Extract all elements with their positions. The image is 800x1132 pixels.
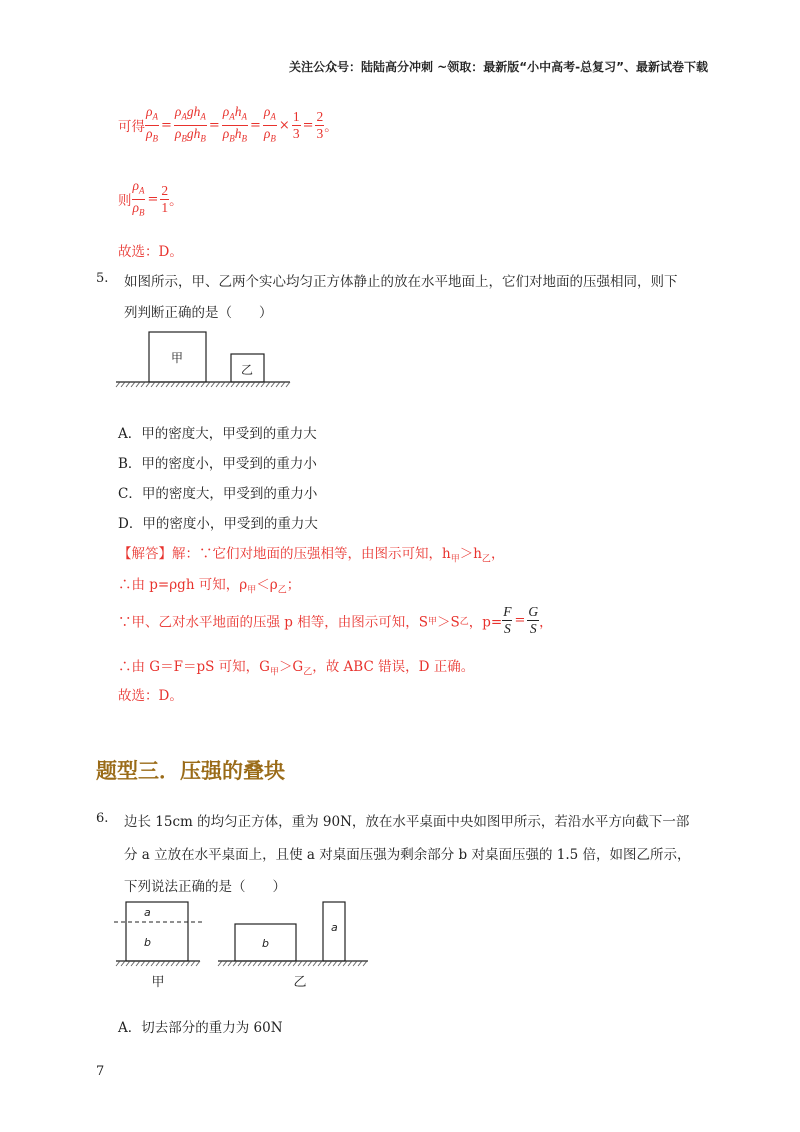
ground-hatch xyxy=(273,961,277,966)
ground-hatch xyxy=(146,382,150,387)
ground-hatch xyxy=(136,961,140,966)
q5-number: 5. xyxy=(96,271,109,286)
ground-hatch xyxy=(131,961,135,966)
ground-hatch xyxy=(218,961,222,966)
ground-hatch xyxy=(116,961,120,966)
fig-label-yi: 乙 xyxy=(293,975,307,990)
block-yi-label: 乙 xyxy=(240,363,254,377)
ground-hatch xyxy=(166,961,170,966)
q6-stem-line3: 下列说法正确的是（ ） xyxy=(124,879,286,895)
ground-hatch xyxy=(196,382,200,387)
ground-hatch xyxy=(238,961,242,966)
ground-hatch xyxy=(161,382,165,387)
ground-hatch xyxy=(228,961,232,966)
q5-solution-line4: ∴由 G＝F＝pS 可知，$G_甲>G_乙$，故 ABC 错误，D 正确。 xyxy=(118,659,475,678)
frac-rhoh: $\frac{\rho_Ah_A}{\rho_Bh_B}$ xyxy=(222,104,248,144)
ground-hatch xyxy=(363,961,367,966)
ground-hatch xyxy=(323,961,327,966)
ground-hatch xyxy=(281,382,285,387)
frac-rho-ratio: $\frac{\rho_A}{\rho_B}$ xyxy=(263,104,276,144)
ground-hatch xyxy=(146,961,150,966)
ground-hatch xyxy=(288,961,292,966)
frac-rhoA-rhoB: $\frac{\rho_A}{\rho_B}$ xyxy=(146,104,158,144)
frac-two-thirds: $\frac{2}{3}$ xyxy=(316,108,324,141)
ground-hatch xyxy=(161,961,165,966)
q5-solution-line3: ∵甲、乙对水平地面的压强 p 相等，由图示可知，S甲＞S乙，p= $\frac{F}{S}$ = $\frac{G}{S}$ ， xyxy=(118,604,553,636)
q5-stem-line1: 如图所示，甲、乙两个实心均匀正方体静止的放在水平地面上，它们对地面的压强相同，则下 xyxy=(124,274,678,290)
ground-hatch xyxy=(328,961,332,966)
prev-prefix: 可得 xyxy=(118,119,145,136)
ground-hatch xyxy=(318,961,322,966)
q6-option-a[interactable]: A．切去部分的重力为 60N xyxy=(118,1020,283,1036)
ground-hatch xyxy=(248,961,252,966)
q5-stem-line2: 列判断正确的是（ ） xyxy=(124,305,273,321)
ground-hatch xyxy=(298,961,302,966)
q6-number: 6. xyxy=(96,811,109,826)
ground-hatch xyxy=(303,961,307,966)
ground-hatch xyxy=(358,961,362,966)
ground-hatch xyxy=(353,961,357,966)
ground-hatch xyxy=(141,961,145,966)
ground-hatch xyxy=(283,961,287,966)
ground-hatch xyxy=(246,382,250,387)
prev-result-line: 则 $\frac{\rho_A}{\rho_B}$ = $\frac{2}{1}$ 。 xyxy=(118,178,183,220)
ground-hatch xyxy=(221,382,225,387)
ground-hatch xyxy=(156,382,160,387)
yi-label-a: a xyxy=(331,921,338,934)
ground-hatch xyxy=(141,382,145,387)
ground-hatch xyxy=(278,961,282,966)
ground-hatch xyxy=(293,961,297,966)
ground-hatch xyxy=(313,961,317,966)
ground-hatch xyxy=(233,961,237,966)
ground-hatch xyxy=(253,961,257,966)
page-header: 关注公众号：陆陆高分冲刺 ~领取：最新版“小中高考-总复习”、最新试卷下载 xyxy=(289,60,708,74)
ground-hatch xyxy=(166,382,170,387)
ground-hatch xyxy=(256,382,260,387)
ground-hatch xyxy=(181,961,185,966)
ground-hatch xyxy=(201,382,205,387)
ground-hatch xyxy=(263,961,267,966)
jia-label-a: a xyxy=(144,906,151,919)
q5-solution-line2: ∴由 p=ρgh 可知，$\rho_甲<\rho_乙$； xyxy=(118,577,301,596)
frac-rhogh: $\frac{\rho_Agh_A}{\rho_Bgh_B}$ xyxy=(174,104,206,144)
ground-hatch xyxy=(176,961,180,966)
frac-rho-result: $\frac{\rho_A}{\rho_B}$ xyxy=(132,178,145,218)
ground-hatch xyxy=(333,961,337,966)
ground-hatch xyxy=(266,382,270,387)
block-jia-label: 甲 xyxy=(170,351,184,365)
ground-hatch xyxy=(181,382,185,387)
ground-hatch xyxy=(348,961,352,966)
ground-hatch xyxy=(338,961,342,966)
ground-hatch xyxy=(231,382,235,387)
ground-hatch xyxy=(171,961,175,966)
jia-label-b: b xyxy=(144,936,151,949)
ground-hatch xyxy=(191,961,195,966)
ground-hatch xyxy=(176,382,180,387)
ground-hatch xyxy=(116,382,120,387)
ground-hatch xyxy=(121,382,125,387)
ground-hatch xyxy=(136,382,140,387)
ground-hatch xyxy=(258,961,262,966)
ground-hatch xyxy=(196,961,200,966)
ground-hatch xyxy=(126,382,130,387)
ground-hatch xyxy=(223,961,227,966)
frac-G-S: $\frac{G}{S}$ xyxy=(528,604,539,636)
q5-option-c[interactable]: C．甲的密度大，甲受到的重力小 xyxy=(118,486,318,502)
q5-solution-line1: 【解答】解：∵它们对地面的压强相等，由图示可知，$h_甲>h_乙$， xyxy=(118,546,505,565)
ground-hatch xyxy=(206,382,210,387)
ground-hatch xyxy=(156,961,160,966)
ground-hatch xyxy=(226,382,230,387)
ground-hatch xyxy=(186,961,190,966)
frac-one-third: $\frac{1}{3}$ xyxy=(292,108,300,141)
frac-two-one: $\frac{2}{1}$ xyxy=(161,182,169,215)
q6-figure xyxy=(110,898,374,992)
prev-answer: 故选：D。 xyxy=(118,244,183,260)
prev-equation-line: 可得 $\frac{\rho_A}{\rho_B}$ = $\frac{\rho_Agh_A}{\rho_Bgh_B}$ = $\frac{\rho_Ah_A}{\rho_Bh_B}$ = $\frac{\rho_A}{\rho_B}$ × $\frac{1}{3}$ = $\frac{2}{3}$ 。 xyxy=(118,104,338,146)
ground-hatch xyxy=(131,382,135,387)
ground-hatch xyxy=(151,382,155,387)
ground-hatch xyxy=(251,382,255,387)
fig-label-jia: 甲 xyxy=(151,975,165,990)
page-number: 7 xyxy=(96,1064,105,1079)
section-title: 题型三．压强的叠块 xyxy=(96,759,285,783)
q6-stem-line1: 边长 15cm 的均匀正方体，重为 90N，放在水平桌面中央如图甲所示，若沿水平方向截下一部 xyxy=(124,814,690,830)
frac-F-S: $\frac{F}{S}$ xyxy=(503,604,512,636)
ground-hatch xyxy=(171,382,175,387)
ground-hatch xyxy=(211,382,215,387)
ground-hatch xyxy=(271,382,275,387)
cube-jia xyxy=(126,902,188,961)
q5-figure xyxy=(112,324,296,394)
ground-hatch xyxy=(343,961,347,966)
q5-answer: 故选：D。 xyxy=(118,688,183,704)
ground-hatch xyxy=(121,961,125,966)
ground-hatch xyxy=(241,382,245,387)
q6-stem-line2: 分 a 立放在水平桌面上，且使 a 对桌面压强为剩余部分 b 对桌面压强的 1.5 倍，如图乙所示， xyxy=(124,847,691,863)
ground-hatch xyxy=(191,382,195,387)
q5-option-a[interactable]: A．甲的密度大，甲受到的重力大 xyxy=(118,426,317,442)
ground-hatch xyxy=(261,382,265,387)
ground-hatch xyxy=(308,961,312,966)
ground-hatch xyxy=(151,961,155,966)
ground-hatch xyxy=(216,382,220,387)
q5-option-d[interactable]: D．甲的密度小，甲受到的重力大 xyxy=(118,516,318,532)
ground-hatch xyxy=(186,382,190,387)
q5-option-b[interactable]: B．甲的密度小，甲受到的重力小 xyxy=(118,456,317,472)
ground-hatch xyxy=(268,961,272,966)
ground-hatch xyxy=(243,961,247,966)
yi-label-b: b xyxy=(262,937,269,950)
ground-hatch xyxy=(286,382,290,387)
ground-hatch xyxy=(236,382,240,387)
ground-hatch xyxy=(126,961,130,966)
solution-tag: 【解答】 xyxy=(118,546,172,562)
ground-hatch xyxy=(276,382,280,387)
